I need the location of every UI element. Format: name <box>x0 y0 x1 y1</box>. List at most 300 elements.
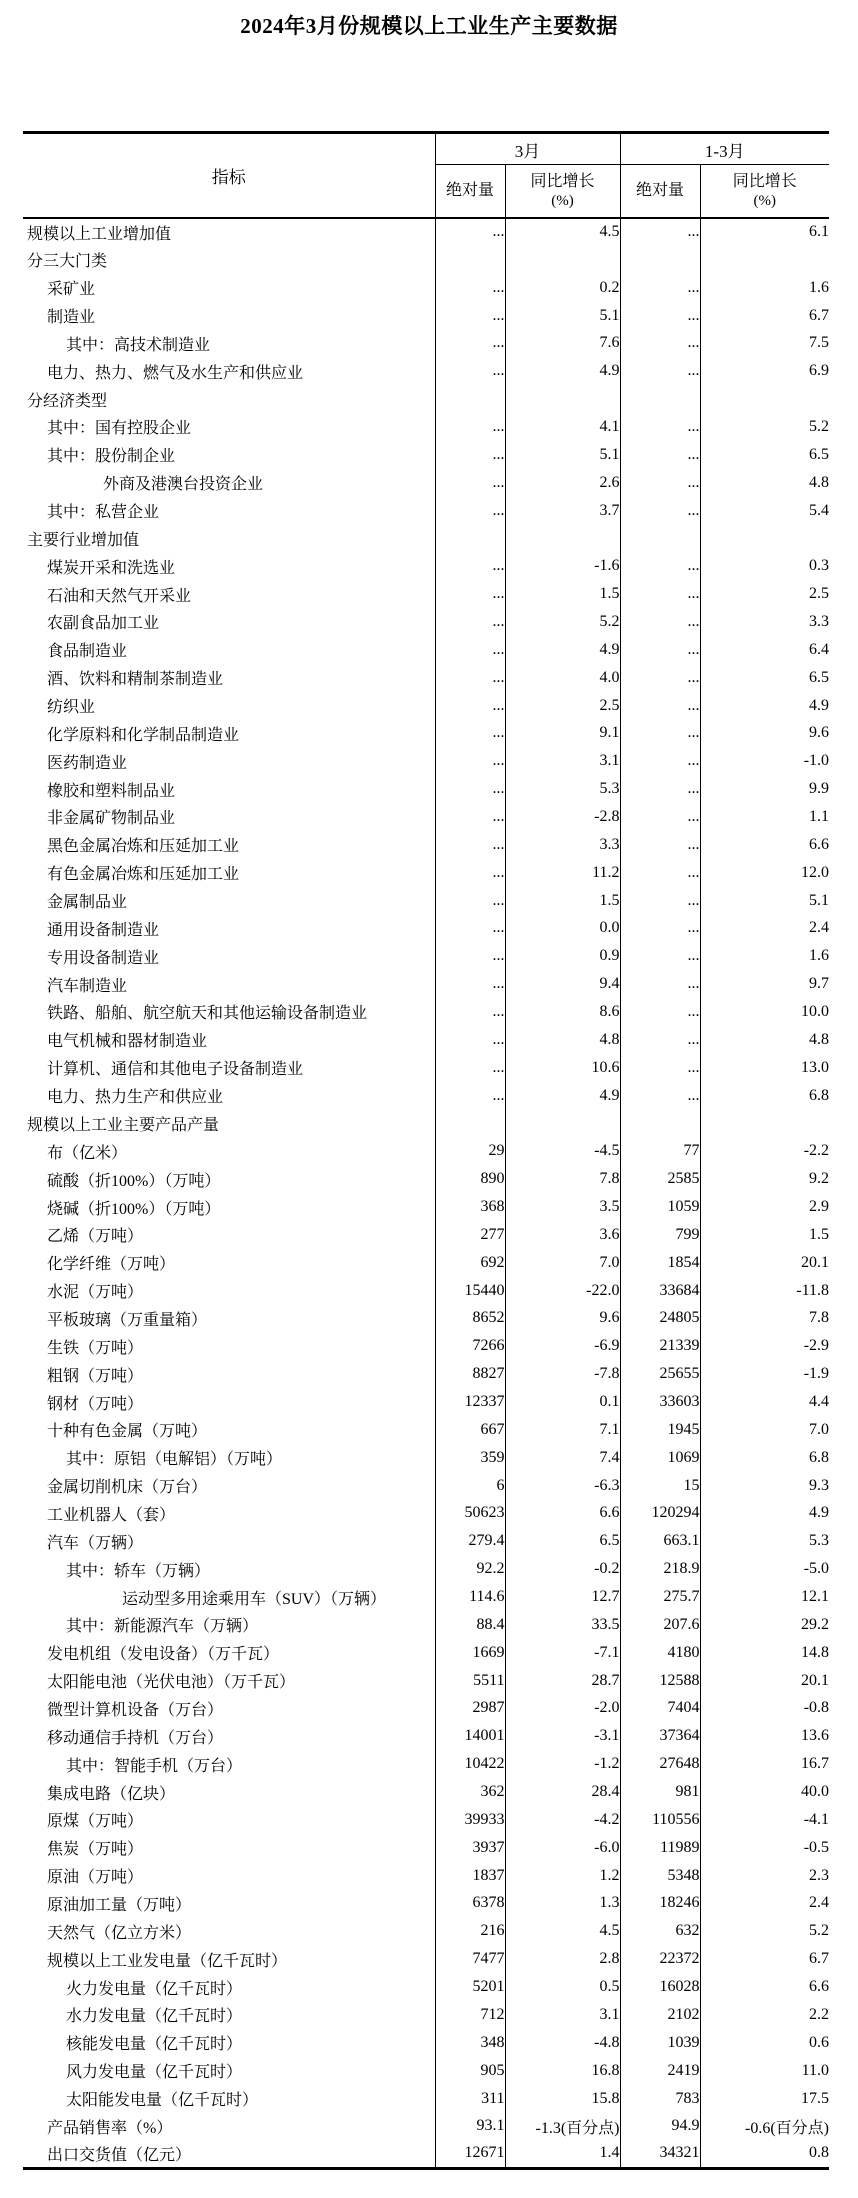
value-cell: -1.2 <box>505 1750 620 1778</box>
value-cell: 7.0 <box>505 1249 620 1277</box>
value-cell: 5201 <box>435 1973 505 2001</box>
table-row <box>23 1890 829 1918</box>
indicator-cell: 布（亿米） <box>47 1144 128 1162</box>
indicator-cell: 产品销售率（%） <box>47 2119 173 2137</box>
indicator-cell: 金属制品业 <box>47 894 128 912</box>
indicator-cell: 制造业 <box>47 309 96 326</box>
value-cell: 15440 <box>435 1277 505 1305</box>
value-cell: -1.0 <box>700 747 829 775</box>
table-row <box>23 692 829 720</box>
value-cell: 2.6 <box>505 469 620 497</box>
value-cell: 4.8 <box>700 1026 829 1054</box>
table-row <box>23 1583 829 1611</box>
value-cell: ... <box>435 970 505 998</box>
table-row <box>23 2001 829 2029</box>
value-cell: -0.5 <box>700 1834 829 1862</box>
value-cell: ... <box>435 719 505 747</box>
table-row <box>23 1444 829 1472</box>
indicator-cell: 集成电路（亿块） <box>47 1785 176 1803</box>
value-cell: 692 <box>435 1249 505 1277</box>
indicator-cell: 太阳能电池（光伏电池）（万千瓦） <box>47 1674 296 1692</box>
value-cell: -5.0 <box>700 1555 829 1583</box>
table-row <box>23 608 829 636</box>
value-cell: ... <box>435 218 505 246</box>
table-row <box>23 803 829 831</box>
value-cell: 16.8 <box>505 2057 620 2085</box>
value-cell: 5.2 <box>505 608 620 636</box>
indicator-cell: 其中：新能源汽车（万辆） <box>66 1618 259 1636</box>
value-cell <box>700 385 829 413</box>
value-cell: ... <box>620 803 700 831</box>
value-cell: ... <box>620 580 700 608</box>
value-cell: ... <box>435 608 505 636</box>
value-cell: ... <box>435 747 505 775</box>
value-cell: -0.2 <box>505 1555 620 1583</box>
value-cell: 6.5 <box>700 441 829 469</box>
indicator-cell: 主要行业增加值 <box>27 531 140 549</box>
value-cell: 981 <box>620 1778 700 1806</box>
table-row <box>23 218 829 246</box>
indicator-cell: 原油加工量（万吨） <box>47 1896 192 1914</box>
value-cell: 663.1 <box>620 1527 700 1555</box>
value-cell: 33684 <box>620 1277 700 1305</box>
value-cell: -6.0 <box>505 1834 620 1862</box>
value-cell: 5.1 <box>700 887 829 915</box>
value-cell: 1.5 <box>700 1221 829 1249</box>
value-cell <box>505 385 620 413</box>
value-cell: 8.6 <box>505 998 620 1026</box>
indicator-cell: 纺织业 <box>47 699 96 717</box>
table-row <box>23 914 829 942</box>
value-cell: 6.6 <box>505 1500 620 1528</box>
value-cell: 9.1 <box>505 719 620 747</box>
value-cell: ... <box>435 1026 505 1054</box>
table-row <box>23 747 829 775</box>
table-row <box>23 274 829 302</box>
value-cell: -0.6(百分点) <box>700 2112 829 2140</box>
indicator-cell: 农副食品加工业 <box>47 615 160 633</box>
value-cell: 13.0 <box>700 1054 829 1082</box>
value-cell: 27648 <box>620 1750 700 1778</box>
value-cell: 9.6 <box>505 1305 620 1333</box>
table-row <box>23 2057 829 2085</box>
value-cell: -1.3(百分点) <box>505 2112 620 2140</box>
value-cell: 9.3 <box>700 1472 829 1500</box>
table-row <box>23 1388 829 1416</box>
value-cell: 13.6 <box>700 1722 829 1750</box>
value-cell: ... <box>620 692 700 720</box>
indicator-cell: 粗钢（万吨） <box>47 1367 144 1385</box>
value-cell: 1.2 <box>505 1862 620 1890</box>
value-cell: 9.7 <box>700 970 829 998</box>
value-cell: ... <box>435 636 505 664</box>
value-cell: ... <box>620 664 700 692</box>
value-cell: ... <box>620 747 700 775</box>
table-row <box>23 329 829 357</box>
value-cell: -2.9 <box>700 1332 829 1360</box>
value-cell: ... <box>435 664 505 692</box>
indicator-cell: 火力发电量（亿千瓦时） <box>66 1980 243 1998</box>
value-cell: -2.2 <box>700 1137 829 1165</box>
value-cell: 12671 <box>435 2140 505 2168</box>
table-row <box>23 1695 829 1723</box>
value-cell: 25655 <box>620 1360 700 1388</box>
value-cell: 799 <box>620 1221 700 1249</box>
value-cell: 1059 <box>620 1193 700 1221</box>
value-cell: ... <box>620 831 700 859</box>
indicator-cell: 煤炭开采和洗选业 <box>47 559 176 577</box>
value-cell: 4.8 <box>505 1026 620 1054</box>
value-cell: 5.3 <box>505 775 620 803</box>
value-cell: ... <box>435 469 505 497</box>
table-row <box>23 1305 829 1333</box>
indicator-cell: 平板玻璃（万重量箱） <box>47 1311 208 1329</box>
value-cell: 6.5 <box>505 1527 620 1555</box>
value-cell: ... <box>620 274 700 302</box>
value-cell: ... <box>435 1054 505 1082</box>
value-cell: 88.4 <box>435 1611 505 1639</box>
indicator-cell: 十种有色金属（万吨） <box>47 1423 208 1441</box>
table-row <box>23 1193 829 1221</box>
value-cell: 2.4 <box>700 1890 829 1918</box>
value-cell: 20.1 <box>700 1667 829 1695</box>
indicator-cell: 其中：轿车（万辆） <box>66 1562 211 1580</box>
table-row <box>23 1277 829 1305</box>
value-cell: 4.9 <box>700 1500 829 1528</box>
indicator-cell: 焦炭（万吨） <box>47 1841 144 1859</box>
value-cell: 1.1 <box>700 803 829 831</box>
value-cell: 40.0 <box>700 1778 829 1806</box>
table-header <box>23 133 829 219</box>
value-cell: 905 <box>435 2057 505 2085</box>
table-row <box>23 1834 829 1862</box>
table-row <box>23 302 829 330</box>
indicator-cell: 黑色金属冶炼和压延加工业 <box>47 838 240 856</box>
value-cell: ... <box>435 413 505 441</box>
value-cell: ... <box>620 497 700 525</box>
yoy-label: 同比增长 <box>530 172 595 190</box>
table-row <box>23 1082 829 1110</box>
indicator-cell: 水泥（万吨） <box>47 1284 144 1302</box>
indicator-cell: 风力发电量（亿千瓦时） <box>66 2064 243 2082</box>
table-row <box>23 246 829 274</box>
value-cell: 4.0 <box>505 664 620 692</box>
table-row <box>23 719 829 747</box>
indicator-cell: 铁路、船舶、航空航天和其他运输设备制造业 <box>47 1005 368 1023</box>
indicator-cell: 外商及港澳台投资企业 <box>103 476 264 494</box>
value-cell <box>620 524 700 552</box>
indicator-cell: 化学原料和化学制品制造业 <box>47 726 240 744</box>
value-cell: 12.0 <box>700 859 829 887</box>
value-cell: 33.5 <box>505 1611 620 1639</box>
value-cell: ... <box>620 1054 700 1082</box>
value-cell: 3.1 <box>505 747 620 775</box>
value-cell: -1.6 <box>505 552 620 580</box>
value-cell <box>435 246 505 274</box>
value-cell: 1.4 <box>505 2140 620 2168</box>
value-cell: ... <box>435 831 505 859</box>
value-cell: 17.5 <box>700 2085 829 2113</box>
value-cell: 6.8 <box>700 1444 829 1472</box>
value-cell: 93.1 <box>435 2112 505 2140</box>
value-cell: -1.9 <box>700 1360 829 1388</box>
value-cell <box>435 385 505 413</box>
value-cell: 0.6 <box>700 2029 829 2057</box>
indicator-cell: 规模以上工业主要产品产量 <box>27 1116 220 1134</box>
value-cell <box>620 1110 700 1138</box>
value-cell: 2.3 <box>700 1862 829 1890</box>
value-cell: ... <box>620 218 700 246</box>
table-row <box>23 524 829 552</box>
value-cell: 7266 <box>435 1332 505 1360</box>
value-cell: 3.6 <box>505 1221 620 1249</box>
value-cell: 5.2 <box>700 413 829 441</box>
value-cell: 7.1 <box>505 1416 620 1444</box>
indicator-cell: 其中：私营企业 <box>47 504 160 522</box>
value-cell: 359 <box>435 1444 505 1472</box>
value-cell: -4.8 <box>505 2029 620 2057</box>
table-row <box>23 413 829 441</box>
value-cell: ... <box>620 357 700 385</box>
value-cell: 16.7 <box>700 1750 829 1778</box>
value-cell: 7.0 <box>700 1416 829 1444</box>
value-cell: 3.5 <box>505 1193 620 1221</box>
table-row <box>23 1416 829 1444</box>
value-cell: 14.8 <box>700 1639 829 1667</box>
value-cell: 1854 <box>620 1249 700 1277</box>
value-cell: 5.4 <box>700 497 829 525</box>
value-cell: 6.7 <box>700 1945 829 1973</box>
value-cell: 9.6 <box>700 719 829 747</box>
value-cell: 120294 <box>620 1500 700 1528</box>
value-cell <box>700 524 829 552</box>
indicator-cell: 采矿业 <box>47 281 96 299</box>
indicator-cell: 乙烯（万吨） <box>47 1228 144 1246</box>
indicator-cell: 汽车制造业 <box>47 977 128 995</box>
indicator-cell: 发电机组（发电设备）（万千瓦） <box>47 1646 280 1664</box>
value-cell: 16028 <box>620 1973 700 2001</box>
value-cell: 114.6 <box>435 1583 505 1611</box>
value-cell: ... <box>435 914 505 942</box>
indicator-cell: 分经济类型 <box>27 392 108 410</box>
indicator-cell: 计算机、通信和其他电子设备制造业 <box>47 1061 304 1079</box>
value-cell: 279.4 <box>435 1527 505 1555</box>
indicator-cell: 酒、饮料和精制茶制造业 <box>47 671 224 689</box>
value-cell: -4.1 <box>700 1806 829 1834</box>
value-cell: 3.1 <box>505 2001 620 2029</box>
indicator-cell: 其中：股份制企业 <box>47 448 176 466</box>
value-cell: 33603 <box>620 1388 700 1416</box>
table-row <box>23 2085 829 2113</box>
value-cell: 2419 <box>620 2057 700 2085</box>
value-cell: 0.0 <box>505 914 620 942</box>
indicator-cell: 石油和天然气开采业 <box>47 587 192 605</box>
value-cell: 2.5 <box>505 692 620 720</box>
value-cell: 1.5 <box>505 887 620 915</box>
value-cell: 667 <box>435 1416 505 1444</box>
value-cell: 3.3 <box>505 831 620 859</box>
table-row <box>23 2029 829 2057</box>
month-yoy-header <box>505 165 620 219</box>
table-row <box>23 1750 829 1778</box>
table-row <box>23 970 829 998</box>
value-cell: ... <box>620 887 700 915</box>
value-cell: ... <box>435 274 505 302</box>
value-cell: 218.9 <box>620 1555 700 1583</box>
value-cell <box>620 246 700 274</box>
value-cell: 4.1 <box>505 413 620 441</box>
table-row <box>23 1137 829 1165</box>
value-cell: 37364 <box>620 1722 700 1750</box>
table-row <box>23 775 829 803</box>
value-cell: 11.0 <box>700 2057 829 2085</box>
table-row <box>23 1722 829 1750</box>
table-row <box>23 887 829 915</box>
value-cell: 4.5 <box>505 1917 620 1945</box>
indicator-cell: 金属切削机床（万台） <box>47 1479 208 1497</box>
table-row <box>23 357 829 385</box>
indicator-cell: 其中：高技术制造业 <box>66 336 211 354</box>
value-cell: 1837 <box>435 1862 505 1890</box>
value-cell: 1039 <box>620 2029 700 2057</box>
value-cell: -6.3 <box>505 1472 620 1500</box>
value-cell: -4.2 <box>505 1806 620 1834</box>
indicator-cell: 橡胶和塑料制品业 <box>47 782 176 800</box>
value-cell: 21339 <box>620 1332 700 1360</box>
table-row <box>23 998 829 1026</box>
value-cell: 6.5 <box>700 664 829 692</box>
table-row <box>23 441 829 469</box>
indicator-cell: 食品制造业 <box>47 643 128 661</box>
indicator-cell: 硫酸（折100%）（万吨） <box>47 1172 221 1190</box>
value-cell: -0.8 <box>700 1695 829 1723</box>
value-cell: 12.1 <box>700 1583 829 1611</box>
table-row <box>23 1332 829 1360</box>
value-cell: 6 <box>435 1472 505 1500</box>
indicator-cell: 钢材（万吨） <box>47 1395 144 1413</box>
month-abs-header <box>435 165 505 219</box>
value-cell: 18246 <box>620 1890 700 1918</box>
value-cell: 9.2 <box>700 1165 829 1193</box>
value-cell: 1069 <box>620 1444 700 1472</box>
table-row <box>23 2140 829 2168</box>
indicator-cell: 运动型多用途乘用车（SUV）（万辆） <box>122 1590 387 1608</box>
value-cell: 8652 <box>435 1305 505 1333</box>
value-cell: ... <box>435 441 505 469</box>
table-row <box>23 1862 829 1890</box>
table-row <box>23 831 829 859</box>
value-cell: 2.9 <box>700 1193 829 1221</box>
value-cell: 712 <box>435 2001 505 2029</box>
value-cell: 2.8 <box>505 1945 620 1973</box>
table-row <box>23 859 829 887</box>
value-cell: 94.9 <box>620 2112 700 2140</box>
indicator-cell: 原煤（万吨） <box>47 1813 144 1831</box>
value-cell: 348 <box>435 2029 505 2057</box>
value-cell: ... <box>620 914 700 942</box>
value-cell: 20.1 <box>700 1249 829 1277</box>
value-cell: 77 <box>620 1137 700 1165</box>
value-cell: ... <box>435 803 505 831</box>
value-cell: -6.9 <box>505 1332 620 1360</box>
value-cell: 890 <box>435 1165 505 1193</box>
indicator-cell: 出口交货值（亿元） <box>47 2146 192 2164</box>
value-cell: -4.5 <box>505 1137 620 1165</box>
value-cell: ... <box>435 302 505 330</box>
value-cell: ... <box>620 329 700 357</box>
indicator-cell: 水力发电量（亿千瓦时） <box>66 2008 243 2026</box>
value-cell: 4.5 <box>505 218 620 246</box>
quarter-yoy-header <box>700 165 829 219</box>
table-row <box>23 385 829 413</box>
value-cell: 110556 <box>620 1806 700 1834</box>
value-cell <box>505 1110 620 1138</box>
indicator-cell: 原油（万吨） <box>47 1869 144 1887</box>
indicator-cell: 电气机械和器材制造业 <box>47 1033 208 1051</box>
indicator-cell: 汽车（万辆） <box>47 1534 144 1552</box>
table-row <box>23 552 829 580</box>
value-cell: ... <box>435 692 505 720</box>
value-cell: 12337 <box>435 1388 505 1416</box>
table-row <box>23 580 829 608</box>
value-cell: 12.7 <box>505 1583 620 1611</box>
value-cell: 0.9 <box>505 942 620 970</box>
value-cell <box>505 246 620 274</box>
value-cell: 7.4 <box>505 1444 620 1472</box>
value-cell: 9.9 <box>700 775 829 803</box>
table-row <box>23 1639 829 1667</box>
value-cell <box>435 524 505 552</box>
value-cell: 0.5 <box>505 1973 620 2001</box>
value-cell: 1669 <box>435 1639 505 1667</box>
value-cell: -7.1 <box>505 1639 620 1667</box>
indicator-cell: 工业机器人（套） <box>47 1506 176 1524</box>
value-cell: 14001 <box>435 1722 505 1750</box>
value-cell: ... <box>435 775 505 803</box>
value-cell: 10.6 <box>505 1054 620 1082</box>
value-cell: 0.2 <box>505 274 620 302</box>
indicator-cell: 有色金属冶炼和压延加工业 <box>47 866 240 884</box>
value-cell: 12588 <box>620 1667 700 1695</box>
value-cell: 6.1 <box>700 218 829 246</box>
value-cell: ... <box>620 970 700 998</box>
value-cell: ... <box>620 636 700 664</box>
value-cell: 1.6 <box>700 942 829 970</box>
value-cell: 783 <box>620 2085 700 2113</box>
value-cell: -22.0 <box>505 1277 620 1305</box>
indicator-cell: 医药制造业 <box>47 754 128 772</box>
value-cell: 29 <box>435 1137 505 1165</box>
value-cell: 277 <box>435 1221 505 1249</box>
indicator-cell: 其中：国有控股企业 <box>47 420 192 438</box>
table-row <box>23 1026 829 1054</box>
value-cell: 5.3 <box>700 1527 829 1555</box>
value-cell: 6.9 <box>700 357 829 385</box>
value-cell: ... <box>620 1026 700 1054</box>
indicator-cell: 电力、热力生产和供应业 <box>47 1089 224 1107</box>
indicator-cell: 核能发电量（亿千瓦时） <box>66 2036 243 2054</box>
stats-table <box>23 131 829 2170</box>
value-cell: 1.5 <box>505 580 620 608</box>
value-cell: 4.9 <box>700 692 829 720</box>
value-cell: ... <box>620 552 700 580</box>
value-cell: ... <box>620 1082 700 1110</box>
indicator-cell: 分三大门类 <box>27 253 108 271</box>
value-cell: 6378 <box>435 1890 505 1918</box>
indicator-cell: 通用设备制造业 <box>47 921 160 939</box>
value-cell: ... <box>620 775 700 803</box>
table-row <box>23 664 829 692</box>
